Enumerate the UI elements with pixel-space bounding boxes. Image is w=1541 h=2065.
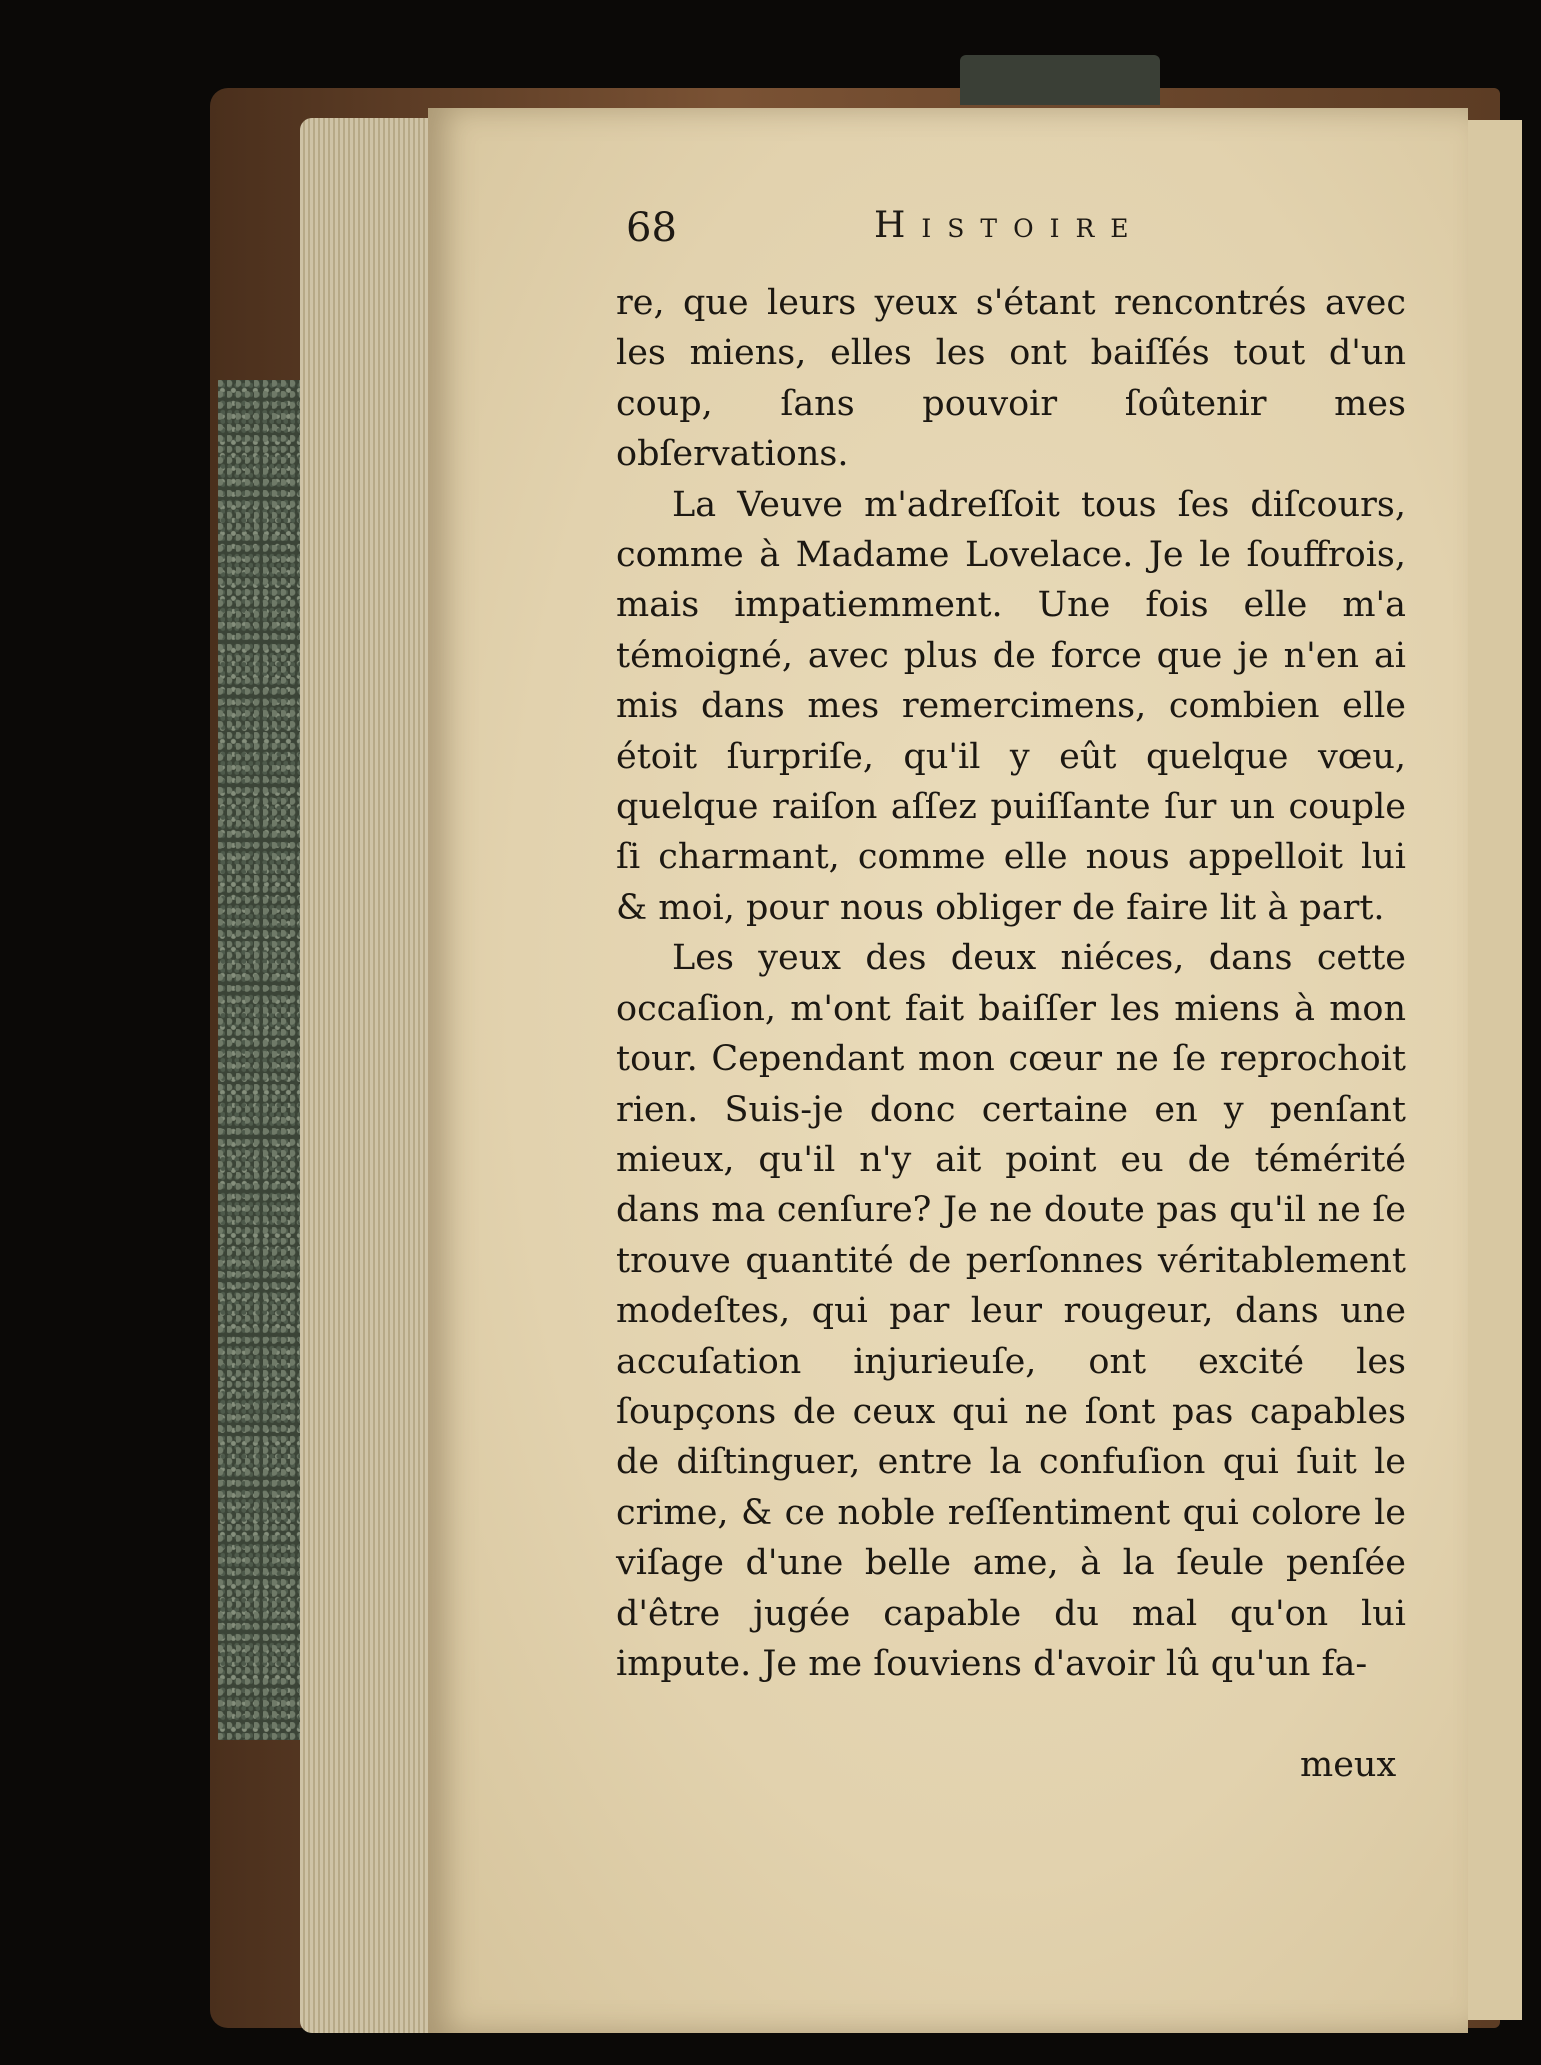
facing-page-edge (1460, 120, 1522, 2020)
body-text (616, 278, 1406, 1689)
catchword: meux (1300, 1745, 1397, 1785)
running-title: Histoire (874, 205, 1145, 246)
page-header (626, 205, 1406, 265)
spine-label (960, 55, 1160, 105)
marbled-board (218, 380, 313, 1740)
paragraph: re, que leurs yeux s'étant rencontrés avec les miens, elles les ont baiſſés tout d'un coup, ſans pouvoir ſoûtenir mes obſervations. (616, 283, 1406, 475)
page-number: 68 (626, 205, 677, 251)
paragraph: Les yeux des deux niéces, dans cette occaſion, m'ont fait baiſſer les miens à mon tour. Cependant mon cœur ne ſe reprochoit rien. Suis-je donc certaine en y penſant mieux, qu'il n'y ait point eu de témérité dans ma cenſure? Je ne doute pas qu'il ne ſe trouve quantité de perſonnes véritablement modeſtes, qui par leur rougeur, dans une accuſation injurieuſe, ont excité les ſoupçons de ceux qui ne ſont pas capables de diſtinguer, entre la confuſion qui ſuit le crime, & ce noble reſſentiment qui colore le viſage d'une belle ame, à la ſeule penſée d'être jugée capable du mal qu'on lui impute. Je me ſouviens d'avoir lû qu'un fa- (616, 938, 1406, 1684)
paragraph: La Veuve m'adreſſoit tous ſes diſcours, comme à Madame Lovelace. Je le ſouffrois, mais impatiemment. Une fois elle m'a témoigné, avec plus de force que je n'en ai mis dans mes remercimens, combien elle étoit ſurpriſe, qu'il y eût quelque vœu, quelque raiſon aſſez puiſſante ſur un couple ſi charmant, comme elle nous appelloit lui & moi, pour nous obliger de faire lit à part. (616, 484, 1406, 928)
page-edges (300, 118, 435, 2033)
